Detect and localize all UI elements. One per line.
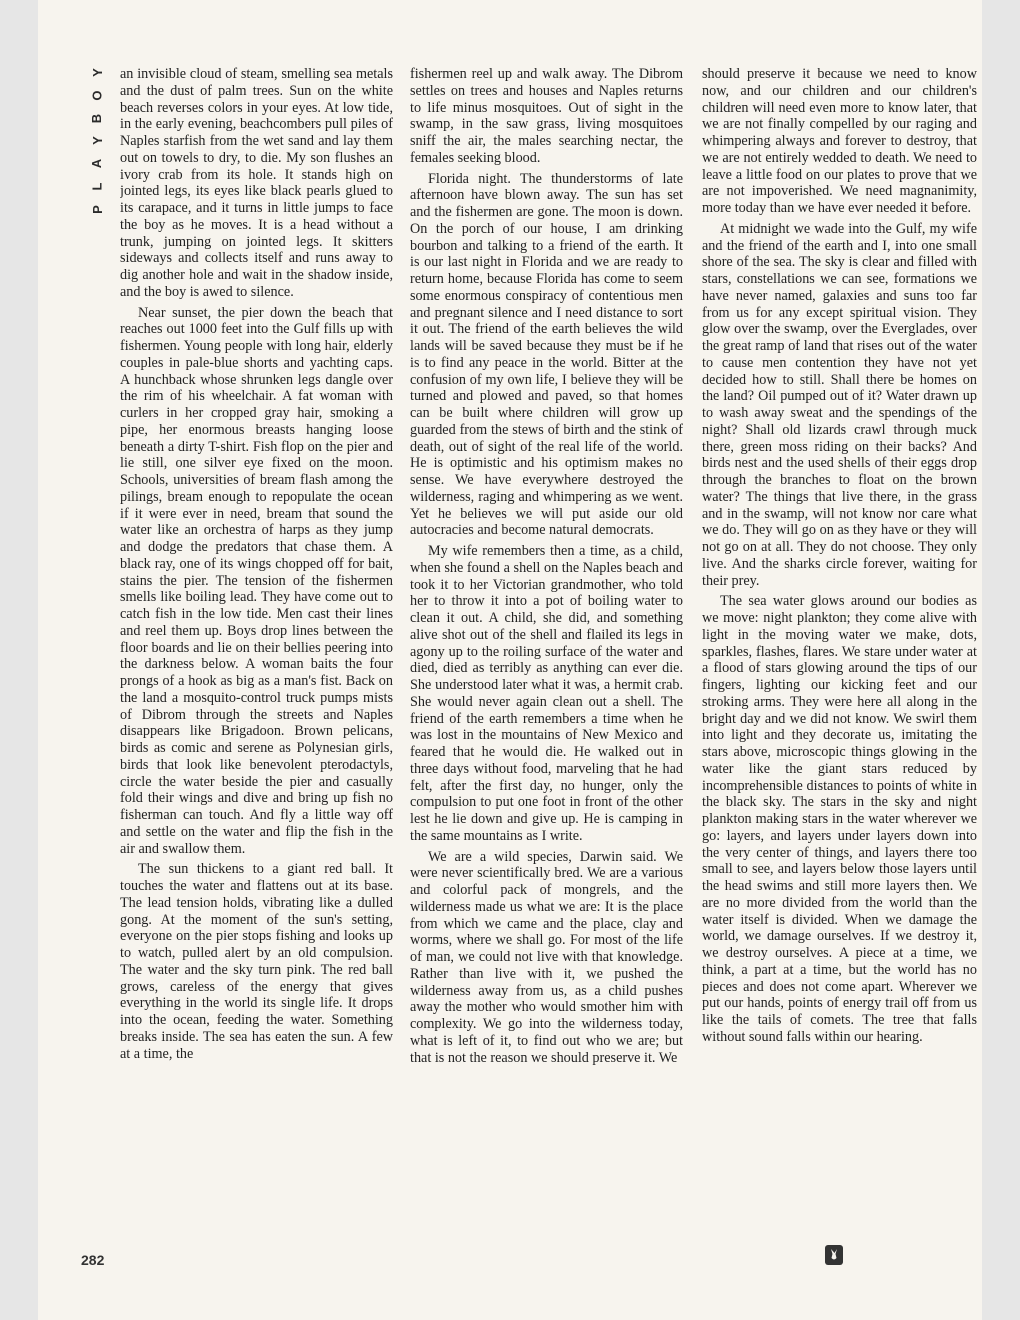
rabbit-head-icon: [825, 1245, 843, 1265]
text-column-3: [702, 66, 977, 1266]
magazine-page: [38, 0, 982, 1320]
text-column-2: [410, 66, 683, 1266]
playboy-masthead: [86, 66, 108, 216]
paragraph: an invisible cloud of steam, smelling sea metals and the dust of palm trees. Sun on the white beach reverses colors in your eyes. At low tide, in the early evening, beachcombers pull piles of Naples starfish from the wet sand and lay them out on towels to dry, to die. My son flushes an ivory crab from its hole. It stands high on jointed legs, its eyes like black pearls glued to its carapace, and it turns in little jumps to face the boy as he moves. It is a head without a trunk, jumping on jointed legs. It skitters sideways and collects itself and runs away to dig another hole and wait in the shadow inside, and the boy is awed to silence.: [120, 66, 393, 300]
paragraph: Florida night. The thunderstorms of late afternoon have blown away. The sun has set and the fishermen are gone. The moon is down. On the porch of our house, I am drinking bourbon and talking to a friend of the earth. It is our last night in Florida and we are ready to return home, because Florida has come to seem some enormous conspiracy of contentious men and pregnant silence and I need distance to sort it out. The friend of the earth believes the wild lands will be saved because they must be if he is to find any peace in the world. Bitter at the confusion of my own life, I believe they will be turned and plowed and paved, so that homes can be built where children will grow up guarded from the stews of birth and the stink of death, out of sight of the real life of the world. He is optimistic and his optimism makes no sense. We have everywhere destroyed the wilderness, raging and whimpering as we went. Yet he believes we will put aside our old autocracies and become natural democrats.: [410, 170, 683, 539]
masthead-letter: B: [89, 113, 105, 123]
paragraph: should preserve it because we need to know now, and our children and our children's children will need even more to know later, that we are not finally compelled by our raging and whimpering always and forever to destroy, that we are not entirely wedded to death. We need to leave a little food on our plates to prove that we are not impoverished. We need magnanimity, more today than we have ever needed it before.: [702, 66, 977, 216]
page-number: 282: [81, 1252, 105, 1268]
paragraph: The sun thickens to a giant red ball. It touches the water and flattens out at its base. The lead tension holds, vibrating like a dulled gong. At the moment of the sun's setting, everyone on the pier stops fishing and looks up to watch, pulled alert by an old compulsion. The water and the sky turn pink. The red ball grows, careless of the energy that gives everything in the world its single life. It drops into the ocean, feeding the water. Something breaks inside. The sea has eaten the sun. A few at a time, the: [120, 861, 393, 1062]
paragraph: We are a wild species, Darwin said. We were never scientifically bred. We are a various and colorful pack of mongrels, and the wilderness made us what we are: It is the place from which we came and the place, clay and worms, where we shall go. For most of the life of man, we could not live with that knowledge. Rather than live with it, we pushed the wilderness away from us, as a child pushes away the mother who would smother him with complexity. We go into the wilderness today, what is left of it, to find out who we are; but that is not the reason we should preserve it. We: [410, 848, 683, 1066]
masthead-letter: O: [89, 90, 105, 101]
masthead-letter: A: [89, 159, 105, 169]
text-column-1: [120, 66, 393, 1266]
masthead-letter: Y: [89, 136, 105, 146]
paragraph: The sea water glows around our bodies as we move: night plankton; they come alive with light in the moving water we make, dots, sparkles, flashes, flares. We stare under water at a flood of stars glowing around the tips of our fingers, lighting our kicking feet and our stroking arms. They were here all along in the bright day and we did not know. We swirl them into light and they decorate us, imitating the stars above, microscopic things glowing in the water like the giant stars reduced by incomprehensible distances to points of white in the black sky. The stars in the sky and night plankton making stars in the water wherever we go: layers, and layers under layers down into the very center of things, and layers there too small to see, and layers below those layers until the head swims and still more layers then. We are no more divided from the world than the water itself is divided. When we damage the world, we damage ourselves. If we destroy it, we destroy ourselves. A piece at a time, we think, a part at a time, but the world has no pieces and does not come apart. Wherever we put our hands, points of energy trail off from us like the tails of comets. The tree that falls without sound falls within our hearing.: [702, 593, 977, 1045]
paragraph: Near sunset, the pier down the beach that reaches out 1000 feet into the Gulf fills up with fishermen. Young people with long hair, elderly couples in pale-blue shorts and yachting caps. A hunchback whose shrunken legs dangle over the rim of his wheelchair. A fat woman with curlers in her cropped gray hair, smoking a pipe, her enormous breasts hanging loose beneath a dirty T-shirt. Fish flop on the pier and lie still, one silver eye fixed on the moon. Schools, universities of bream flash among the pilings, bream enough to repopulate the ocean if it were ever in need, bream that sound the water like an orchestra of harps as they jump and dodge the predators that chase them. A black ray, one of its wings chopped off for bait, stains the pier. The tension of the fishermen smells like boiling lead. They have come out to catch fish in the low tide. Men cast their lines and reel them up. Boys drop lines between the floor boards and lie on their bellies peering into the darkness below. A woman baits the four prongs of a hook as big as a man's fist. Back on the land a mosquito-control truck pumps mists of Dibrom through the streets and Naples disappears like Brigadoon. Brown pelicans, birds as comic and serene as Polynesian girls, birds that look like benevolent pterodactyls, circle the water beside the pier and casually fold their wings and dive and bring up fish no fisherman can touch. And fly a little way off and settle on the water and flip the fish in the air and swallow them.: [120, 304, 393, 857]
paragraph: My wife remembers then a time, as a child, when she found a shell on the Naples beach and took it to her Victorian grandmother, who told her to throw it into a pot of boiling water to clean it out. A child, she did, and something alive shot out of the shell and flailed its legs in agony up to the roiling surface of the water and died, died as terribly as anything can ever die. She understood later what it was, a hermit crab. She would never again clean out a shell. The friend of the earth remembers a time when he was lost in the mountains of New Mexico and feared that he would die. He walked out in three days without food, marveling that he had felt, after the first day, no hunger, only the compulsion to put one foot in front of the other lest he lie down and give up. He is camping in the same mountains as I write.: [410, 543, 683, 844]
paragraph: fishermen reel up and walk away. The Dibrom settles on trees and houses and Naples returns to life minus mosquitoes. Out of sight in the swamp, in the saw grass, living mosquitoes sniff the air, the males searching nectar, the females seeking blood.: [410, 66, 683, 166]
masthead-letter: L: [89, 182, 105, 191]
masthead-letter: P: [89, 205, 105, 214]
paragraph: At midnight we wade into the Gulf, my wife and the friend of the earth and I, into one small shore of the sea. The sky is clear and filled with stars, constellations we can see, formations we have never named, galaxies and suns too far from us for any except spiritual vision. They glow over the swamp, over the Everglades, over the great ramp of land that rises out of the water to cause men contention they have not yet decided how to still. Shall there be homes on the land? Oil pumped out of it? Water drawn up to wash away sweat and the spendings of the night? Shall old lizards crawl through muck there, green moss riding on their backs? And birds nest and the used shells of their eggs drop through the branches to float on the brown water? The things that live there, in the grass and in the swamp, will not know nor care what we do. They will go on as they have or they will not go on at all. They do not choose. They only live. And the sharks circle forever, waiting for their prey.: [702, 220, 977, 589]
masthead-letter: Y: [89, 68, 105, 77]
